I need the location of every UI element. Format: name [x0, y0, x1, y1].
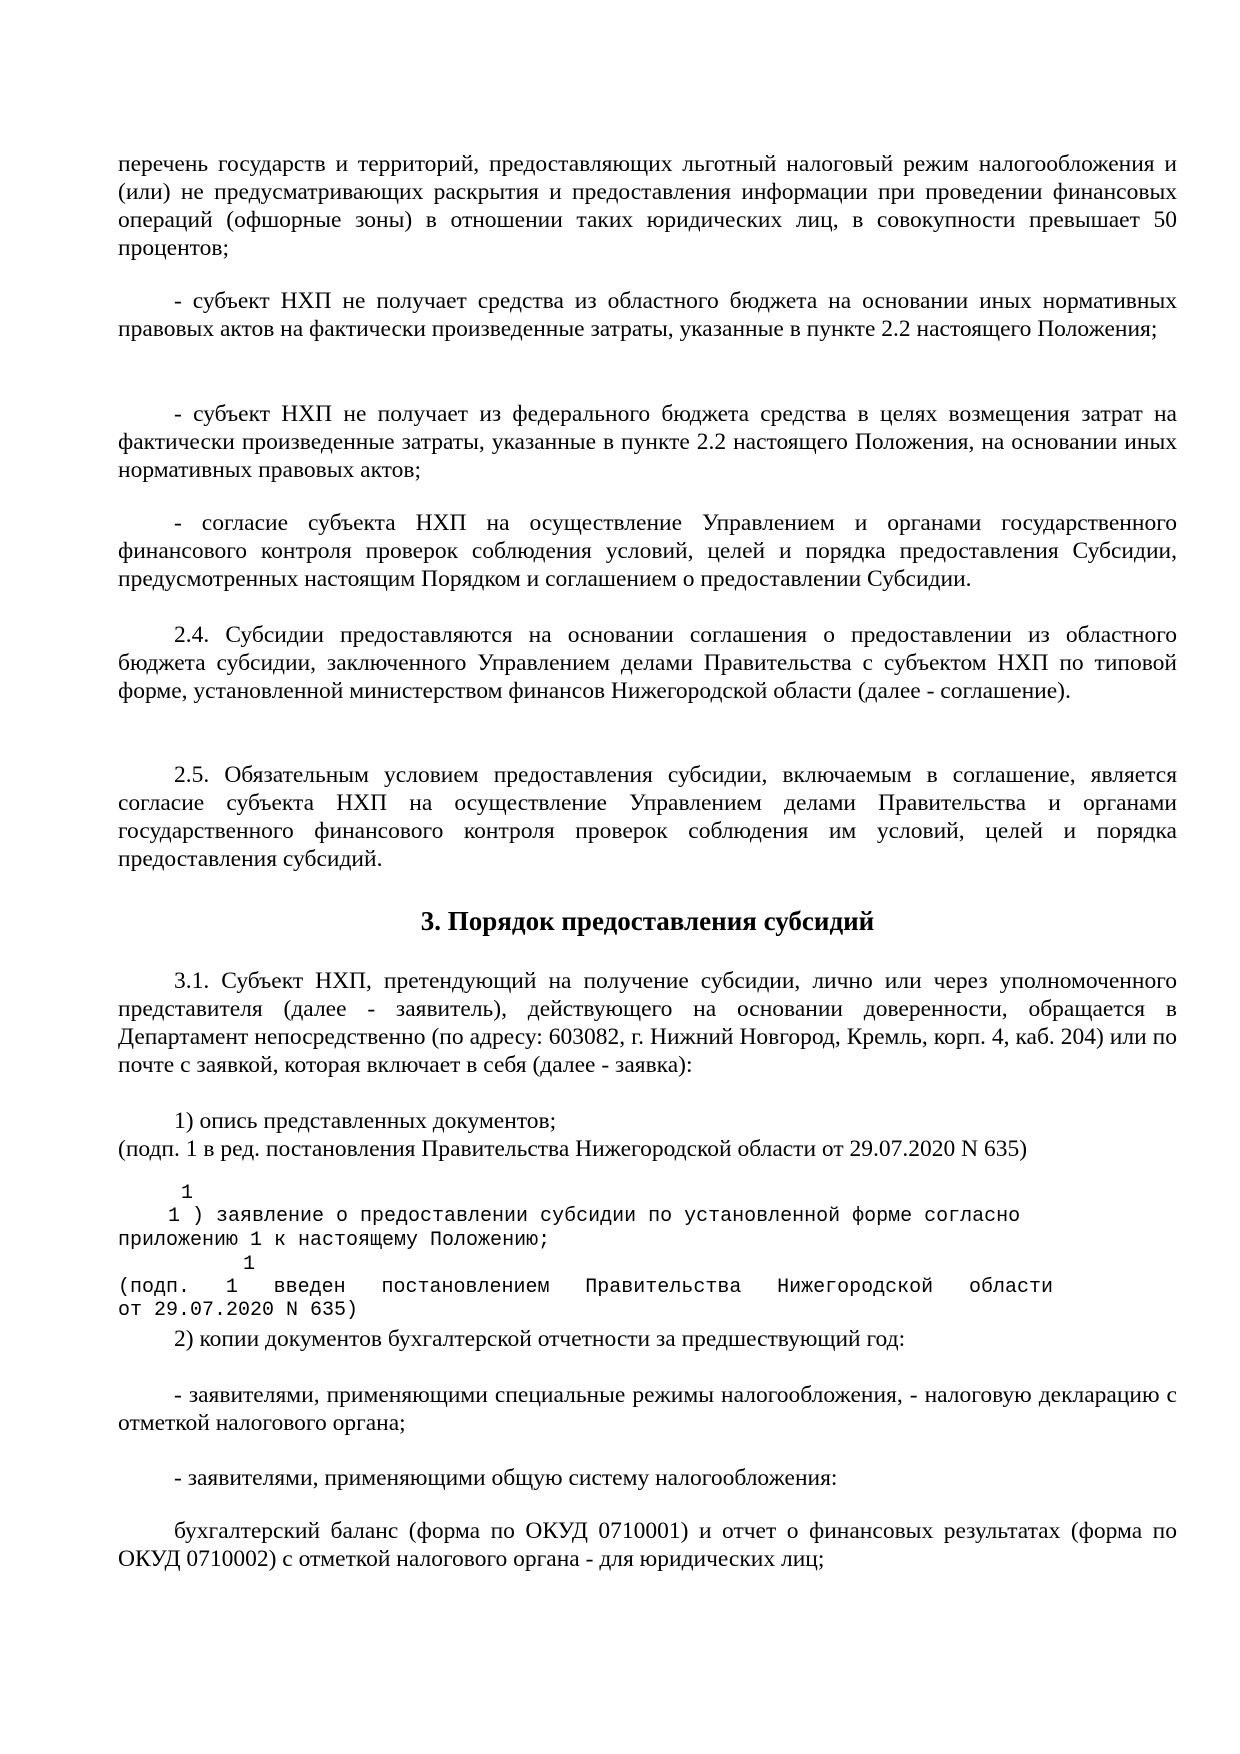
section-heading: 3. Порядок предоставления субсидий	[420, 906, 875, 936]
paragraph-2-4: 2.4. Субсидии предоставляются на основании соглашения о предоставлении из областного бюджета субсидии, заключенного Управлением делами Правительства с субъектом НХП по типовой форме, установленной министерством финансов Нижегородской области (далее - соглашение).	[118, 622, 1177, 704]
mono-line: (подп. 1 введен постановлением Правительства Нижегородской области	[118, 1276, 1053, 1299]
paragraph-3-1: 3.1. Субъект НХП, претендующий на получение субсидии, лично или через уполномоченного представителя (далее - заявитель), действующего на основании доверенности, обращается в Департамент непосредственно (по адресу: 603082, г. Нижний Новгород, Кремль, корп. 4, каб. 204) или по почте с заявкой, которая включает в себя (далее - заявка):	[118, 968, 1177, 1078]
paragraph-control-consent: - согласие субъекта НХП на осуществление Управлением и органами государственного финансового контроля проверок соблюдения условий, целей и порядка предоставления Субсидии, предусмотренных настоящим Порядком и соглашением о предоставлении Субсидии.	[118, 510, 1177, 592]
mono-superscript: 1	[181, 1182, 194, 1205]
paragraph-offshore: перечень государств и территорий, предоставляющих льготный налоговый режим налогообложения и (или) не предусматривающих раскрытия и предоставления информации при проведении финансовых операций (офшорные зоны) в отношении таких юридических лиц, в совокупности превышает 50 процентов;	[118, 151, 1177, 261]
paragraph-special-regime: - заявителями, применяющими специальные режимы налогообложения, - налоговую декларацию с отметкой налогового органа;	[118, 1382, 1177, 1436]
paragraph-item-1-note: (подп. 1 в ред. постановления Правительства Нижегородской области от 29.07.2020 N 635)	[118, 1136, 1028, 1162]
paragraph-balance-sheet: бухгалтерский баланс (форма по ОКУД 0710001) и отчет о финансовых результатах (форма по ОКУД 0710002) с отметкой налогового органа - для юридических лиц;	[118, 1518, 1177, 1572]
mono-line: от 29.07.2020 N 635)	[118, 1299, 359, 1322]
mono-line: 1 ) заявление о предоставлении субсидии по установленной форме согласно	[168, 1205, 1021, 1228]
paragraph-item-1: 1) опись представленных документов;	[174, 1108, 557, 1134]
mono-superscript: 1	[243, 1253, 256, 1276]
paragraph-2-5: 2.5. Обязательным условием предоставления субсидии, включаемым в соглашение, является согласие субъекта НХП на осуществление Управлением делами Правительства и органами государственного финансового контроля проверок соблюдения им условий, целей и порядка предоставления субсидий.	[118, 762, 1177, 872]
paragraph-general-system: - заявителями, применяющими общую систему налогообложения:	[174, 1465, 838, 1491]
paragraph-federal-budget: - субъект НХП не получает из федерального бюджета средства в целях возмещения затрат на фактически произведенные затраты, указанные в пункте 2.2 настоящего Положения, на основании иных нормативных правовых актов;	[118, 401, 1177, 483]
paragraph-item-2: 2) копии документов бухгалтерской отчетности за предшествующий год:	[174, 1326, 906, 1352]
paragraph-regional-budget: - субъект НХП не получает средства из областного бюджета на основании иных нормативных правовых актов на фактически произведенные затраты, указанные в пункте 2.2 настоящего Положения;	[118, 288, 1177, 342]
mono-line: приложению 1 к настоящему Положению;	[118, 1229, 551, 1252]
